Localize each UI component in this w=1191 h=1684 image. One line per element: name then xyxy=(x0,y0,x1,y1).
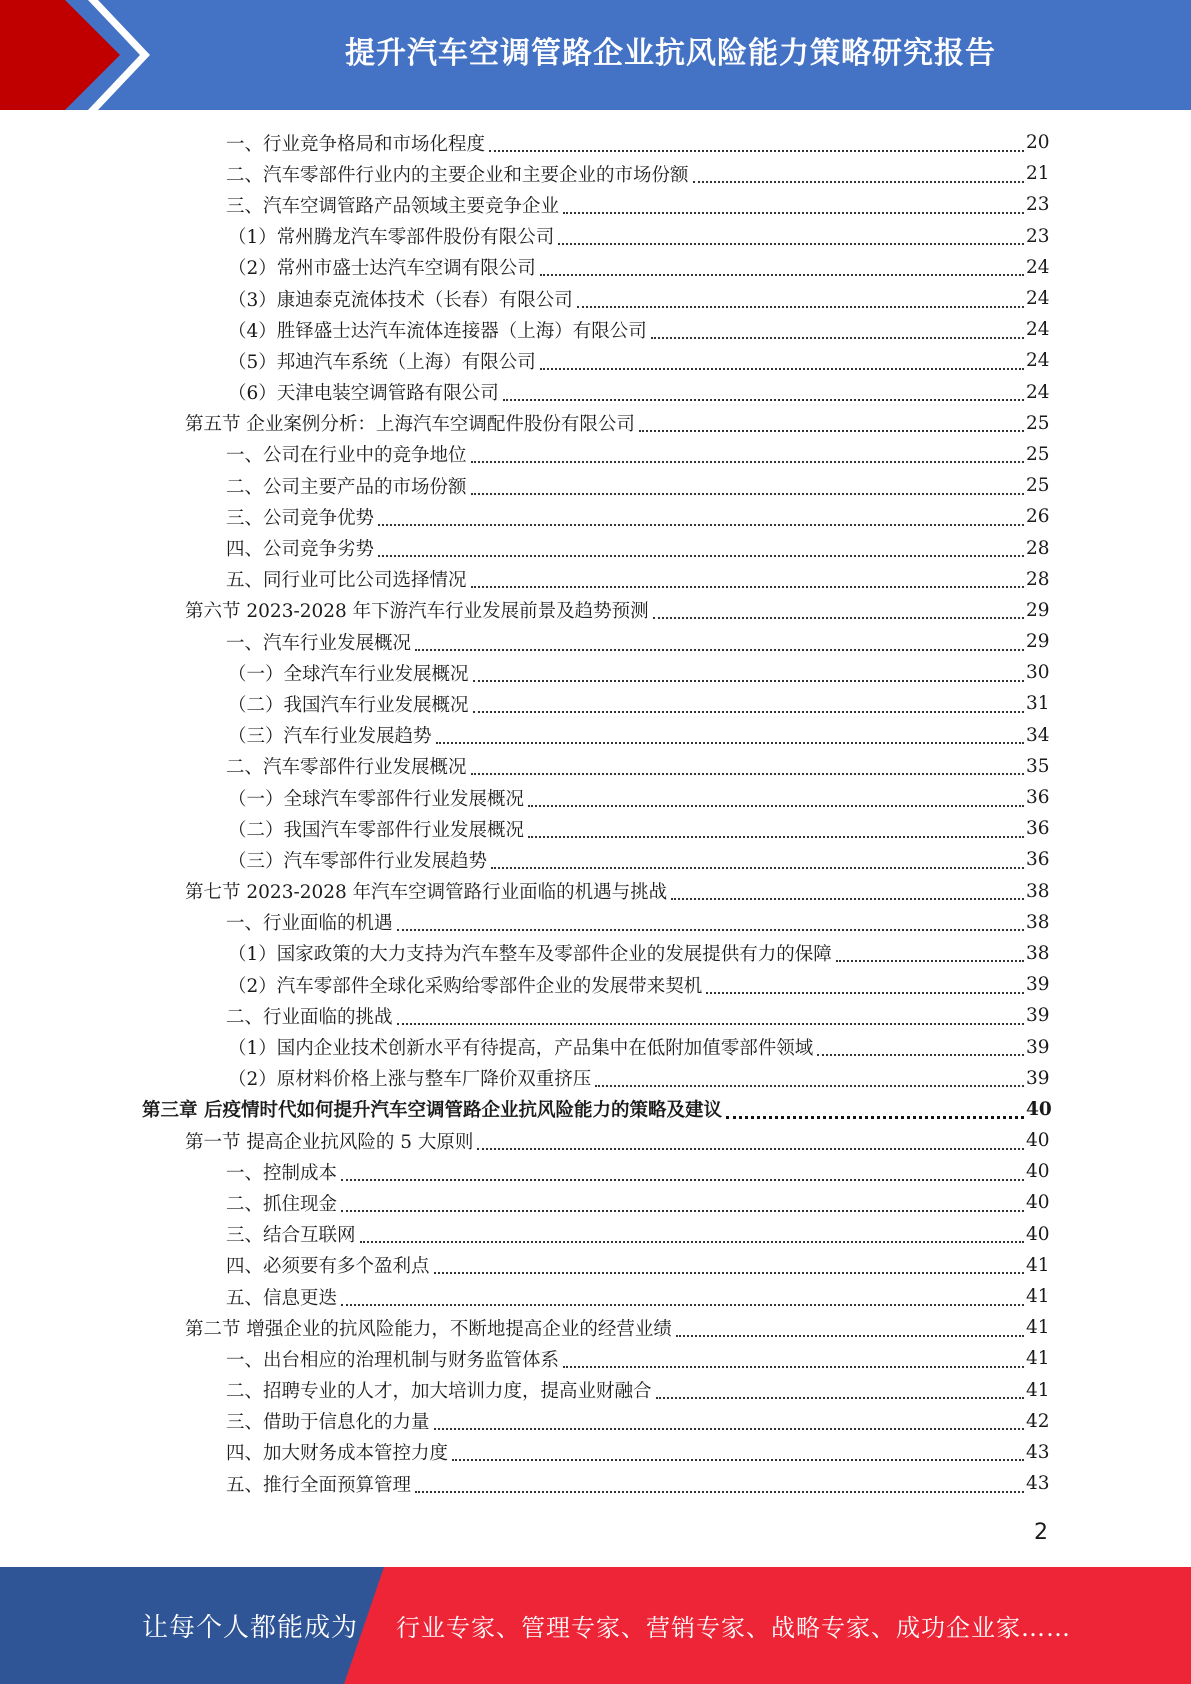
toc-entry-title: （6）天津电装空调管路有限公司 xyxy=(228,383,499,405)
toc-leader-dots xyxy=(434,1250,1024,1274)
toc-entry-page: 28 xyxy=(1026,568,1050,590)
toc-entry-title: 第七节 2023-2028 年汽车空调管路行业面临的机遇与挑战 xyxy=(185,882,668,904)
toc-leader-dots xyxy=(656,1375,1024,1399)
toc-entry-page: 41 xyxy=(1026,1379,1050,1401)
toc-entry[interactable] xyxy=(226,564,1048,595)
toc-entry[interactable] xyxy=(228,938,1048,969)
header-arrow-decoration xyxy=(0,0,150,110)
toc-entry-page: 24 xyxy=(1026,381,1050,403)
toc-entry[interactable] xyxy=(226,532,1048,563)
toc-leader-dots xyxy=(378,502,1024,526)
toc-entry[interactable] xyxy=(226,189,1048,220)
toc-entry-page: 28 xyxy=(1026,537,1050,559)
toc-entry-title: 第五节 企业案例分析：上海汽车空调配件股份有限公司 xyxy=(185,414,635,436)
toc-entry-title: （二）我国汽车零部件行业发展概况 xyxy=(228,819,525,841)
toc-leader-dots xyxy=(693,159,1024,183)
toc-leader-dots xyxy=(817,1032,1024,1056)
toc-leader-dots xyxy=(360,1219,1024,1243)
toc-entry-page: 34 xyxy=(1026,724,1050,746)
toc-entry-title: 二、抓住现金 xyxy=(226,1193,338,1215)
toc-entry-title: 四、加大财务成本管控力度 xyxy=(226,1443,449,1465)
toc-entry[interactable] xyxy=(228,283,1048,314)
toc-entry[interactable] xyxy=(228,720,1048,751)
toc-entry-title: 第一节 提高企业抗风险的 5 大原则 xyxy=(185,1131,474,1153)
toc-entry-title: （三）汽车零部件行业发展趋势 xyxy=(228,850,488,872)
toc-entry[interactable] xyxy=(226,1156,1048,1187)
toc-entry-page: 42 xyxy=(1026,1410,1050,1432)
toc-entry[interactable] xyxy=(226,907,1048,938)
toc-leader-dots xyxy=(563,1344,1024,1368)
toc-entry[interactable] xyxy=(185,1312,1048,1343)
toc-entry-page: 29 xyxy=(1026,599,1050,621)
toc-entry-title: 一、汽车行业发展概况 xyxy=(226,632,412,654)
toc-entry-page: 30 xyxy=(1026,662,1050,684)
toc-leader-dots xyxy=(563,190,1024,214)
toc-leader-dots xyxy=(473,689,1024,713)
toc-entry[interactable] xyxy=(228,1031,1048,1062)
toc-entry-page: 26 xyxy=(1026,506,1050,528)
toc-entry[interactable] xyxy=(228,314,1048,345)
toc-entry-title: 二、招聘专业的人才，加大培训力度，提高业财融合 xyxy=(226,1381,652,1403)
toc-leader-dots xyxy=(653,595,1024,619)
toc-leader-dots xyxy=(595,1063,1024,1087)
toc-entry-page: 24 xyxy=(1026,288,1050,310)
toc-entry-page: 25 xyxy=(1026,412,1050,434)
toc-entry-page: 40 xyxy=(1026,1192,1050,1214)
toc-entry[interactable] xyxy=(226,439,1048,470)
toc-entry-title: （2）常州市盛士达汽车空调有限公司 xyxy=(228,258,536,280)
toc-entry-page: 20 xyxy=(1026,132,1050,154)
toc-entry-title: 二、行业面临的挑战 xyxy=(226,1006,393,1028)
toc-leader-dots xyxy=(341,1282,1024,1306)
toc-leader-dots xyxy=(397,907,1024,931)
toc-entry-title: 五、信息更迭 xyxy=(226,1287,338,1309)
toc-entry[interactable] xyxy=(226,1000,1048,1031)
toc-entry[interactable] xyxy=(228,657,1048,688)
toc-entry-page: 23 xyxy=(1026,194,1050,216)
toc-leader-dots xyxy=(477,1126,1024,1150)
toc-entry-page: 38 xyxy=(1026,942,1050,964)
toc-entry-title: （2）汽车零部件全球化采购给零部件企业的发展带来契机 xyxy=(228,975,703,997)
toc-entry-page: 29 xyxy=(1026,631,1050,653)
toc-entry-page: 21 xyxy=(1026,163,1050,185)
toc-entry[interactable] xyxy=(228,969,1048,1000)
toc-leader-dots xyxy=(528,814,1024,838)
toc-entry-page: 40 xyxy=(1026,1223,1050,1245)
toc-entry-page: 40 xyxy=(1026,1130,1050,1152)
toc-leader-dots xyxy=(471,564,1024,588)
toc-entry-title: 二、汽车零部件行业发展概况 xyxy=(226,757,467,779)
toc-entry-title: 二、汽车零部件行业内的主要企业和主要企业的市场份额 xyxy=(226,164,689,186)
toc-entry-title: 二、公司主要产品的市场份额 xyxy=(226,476,467,498)
toc-entry[interactable] xyxy=(226,751,1048,782)
toc-entry-page: 43 xyxy=(1026,1473,1050,1495)
toc-leader-dots xyxy=(473,658,1024,682)
toc-entry-page: 40 xyxy=(1026,1098,1052,1120)
toc-leader-dots xyxy=(836,938,1024,962)
footer-slogan-right: 行业专家、管理专家、营销专家、战略专家、成功企业家…… xyxy=(396,1614,1071,1642)
toc-entry[interactable] xyxy=(226,626,1048,657)
toc-leader-dots xyxy=(726,1094,1024,1119)
toc-entry-title: （1）常州腾龙汽车零部件股份有限公司 xyxy=(228,227,555,249)
toc-entry-title: （2）原材料价格上涨与整车厂降价双重挤压 xyxy=(228,1069,592,1091)
toc-entry[interactable] xyxy=(226,1250,1048,1281)
toc-entry-title: （4）胜铎盛士达汽车流体连接器（上海）有限公司 xyxy=(228,320,647,342)
toc-entry[interactable] xyxy=(226,1468,1048,1499)
toc-entry[interactable] xyxy=(142,1094,1052,1125)
toc-entry[interactable] xyxy=(226,1343,1048,1374)
toc-leader-dots xyxy=(651,315,1024,339)
toc-entry-title: 一、行业竞争格局和市场化程度 xyxy=(226,133,486,155)
toc-leader-dots xyxy=(471,751,1024,775)
toc-entry-title: 一、行业面临的机遇 xyxy=(226,913,393,935)
toc-entry-title: 三、汽车空调管路产品领域主要竞争企业 xyxy=(226,195,560,217)
toc-leader-dots xyxy=(558,221,1024,245)
toc-entry[interactable] xyxy=(228,782,1048,813)
toc-entry[interactable] xyxy=(228,221,1048,252)
toc-leader-dots xyxy=(415,627,1024,651)
toc-entry-page: 23 xyxy=(1026,225,1050,247)
toc-entry-title: （二）我国汽车行业发展概况 xyxy=(228,694,469,716)
toc-entry-title: 一、公司在行业中的竞争地位 xyxy=(226,445,467,467)
toc-leader-dots xyxy=(452,1437,1024,1461)
toc-entry-title: 五、同行业可比公司选择情况 xyxy=(226,570,467,592)
toc-entry[interactable] xyxy=(228,688,1048,719)
toc-leader-dots xyxy=(540,252,1024,276)
toc-entry[interactable] xyxy=(226,1437,1048,1468)
toc-entry-page: 43 xyxy=(1026,1441,1050,1463)
toc-entry-title: 五、推行全面预算管理 xyxy=(226,1474,412,1496)
toc-entry[interactable] xyxy=(226,470,1048,501)
toc-entry[interactable] xyxy=(226,1406,1048,1437)
toc-entry[interactable] xyxy=(226,1187,1048,1218)
toc-leader-dots xyxy=(540,346,1024,370)
toc-entry-title: 第二节 增强企业的抗风险能力，不断地提高企业的经营业绩 xyxy=(185,1318,672,1340)
toc-leader-dots xyxy=(341,1157,1024,1181)
toc-entry-page: 40 xyxy=(1026,1161,1050,1183)
toc-entry-title: 四、必须要有多个盈利点 xyxy=(226,1256,430,1278)
table-of-contents xyxy=(0,127,1191,1499)
toc-entry[interactable] xyxy=(226,158,1048,189)
toc-entry-title: （3）康迪泰克流体技术（长春）有限公司 xyxy=(228,289,573,311)
toc-entry-page: 38 xyxy=(1026,880,1050,902)
toc-leader-dots xyxy=(341,1188,1024,1212)
toc-entry[interactable] xyxy=(185,408,1048,439)
toc-leader-dots xyxy=(471,439,1024,463)
toc-entry-title: （1）国家政策的大力支持为汽车整车及零部件企业的发展提供有力的保障 xyxy=(228,944,832,966)
footer-banner xyxy=(0,1567,1191,1684)
toc-leader-dots xyxy=(503,377,1024,401)
toc-entry-page: 25 xyxy=(1026,475,1050,497)
toc-entry[interactable] xyxy=(228,252,1048,283)
toc-entry-page: 24 xyxy=(1026,319,1050,341)
toc-entry-title: 一、控制成本 xyxy=(226,1162,338,1184)
toc-entry-title: （三）汽车行业发展趋势 xyxy=(228,726,432,748)
toc-entry-page: 38 xyxy=(1026,911,1050,933)
toc-leader-dots xyxy=(706,970,1024,994)
toc-leader-dots xyxy=(436,720,1024,744)
toc-leader-dots xyxy=(489,128,1024,152)
toc-entry-page: 36 xyxy=(1026,818,1050,840)
toc-entry[interactable] xyxy=(226,1219,1048,1250)
toc-entry-title: 四、公司竞争劣势 xyxy=(226,539,375,561)
toc-entry-title: （1）国内企业技术创新水平有待提高，产品集中在低附加值零部件领域 xyxy=(228,1038,814,1060)
toc-entry-page: 35 xyxy=(1026,755,1050,777)
report-title: 提升汽车空调管路企业抗风险能力策略研究报告 xyxy=(345,36,996,71)
toc-entry-title: 三、结合互联网 xyxy=(226,1225,356,1247)
toc-entry-page: 24 xyxy=(1026,256,1050,278)
toc-entry-page: 31 xyxy=(1026,693,1050,715)
toc-entry-page: 25 xyxy=(1026,443,1050,465)
toc-entry[interactable] xyxy=(185,595,1048,626)
toc-leader-dots xyxy=(671,876,1024,900)
toc-entry[interactable] xyxy=(228,813,1048,844)
toc-entry[interactable] xyxy=(185,1125,1048,1156)
toc-entry-page: 36 xyxy=(1026,849,1050,871)
toc-entry-title: 一、出台相应的治理机制与财务监管体系 xyxy=(226,1349,560,1371)
toc-entry-title: 第六节 2023-2028 年下游汽车行业发展前景及趋势预测 xyxy=(185,601,649,623)
toc-leader-dots xyxy=(639,408,1024,432)
toc-entry-page: 39 xyxy=(1026,974,1050,996)
toc-entry-page: 39 xyxy=(1026,1005,1050,1027)
header-banner xyxy=(0,0,1191,110)
toc-entry[interactable] xyxy=(228,377,1048,408)
toc-entry[interactable] xyxy=(185,876,1048,907)
toc-entry-page: 41 xyxy=(1026,1286,1050,1308)
toc-leader-dots xyxy=(676,1313,1024,1337)
footer-slogan-left: 让每个人都能成为 xyxy=(142,1613,359,1643)
toc-leader-dots xyxy=(378,533,1024,557)
toc-entry-title: （一）全球汽车行业发展概况 xyxy=(228,663,469,685)
toc-leader-dots xyxy=(397,1001,1024,1025)
toc-entry-title: （5）邦迪汽车系统（上海）有限公司 xyxy=(228,351,536,373)
toc-entry-page: 39 xyxy=(1026,1067,1050,1089)
toc-entry-title: 三、公司竞争优势 xyxy=(226,507,375,529)
toc-entry-title: （一）全球汽车零部件行业发展概况 xyxy=(228,788,525,810)
toc-entry-page: 41 xyxy=(1026,1348,1050,1370)
toc-entry-page: 36 xyxy=(1026,787,1050,809)
toc-entry-page: 41 xyxy=(1026,1317,1050,1339)
toc-entry[interactable] xyxy=(226,127,1048,158)
toc-entry-page: 41 xyxy=(1026,1254,1050,1276)
toc-entry-page: 24 xyxy=(1026,350,1050,372)
toc-entry[interactable] xyxy=(228,345,1048,376)
toc-entry[interactable] xyxy=(226,1375,1048,1406)
toc-entry[interactable] xyxy=(226,1281,1048,1312)
page-number: 2 xyxy=(1034,1520,1048,1545)
toc-entry[interactable] xyxy=(226,501,1048,532)
toc-leader-dots xyxy=(528,783,1024,807)
toc-entry-page: 39 xyxy=(1026,1036,1050,1058)
toc-leader-dots xyxy=(491,845,1024,869)
toc-entry[interactable] xyxy=(228,1063,1048,1094)
toc-leader-dots xyxy=(471,471,1024,495)
toc-entry-title: 三、借助于信息化的力量 xyxy=(226,1412,430,1434)
toc-leader-dots xyxy=(415,1469,1024,1493)
toc-entry-title: 第三章 后疫情时代如何提升汽车空调管路企业抗风险能力的策略及建议 xyxy=(142,1100,722,1122)
toc-leader-dots xyxy=(434,1406,1024,1430)
toc-entry[interactable] xyxy=(228,844,1048,875)
toc-leader-dots xyxy=(577,284,1024,308)
